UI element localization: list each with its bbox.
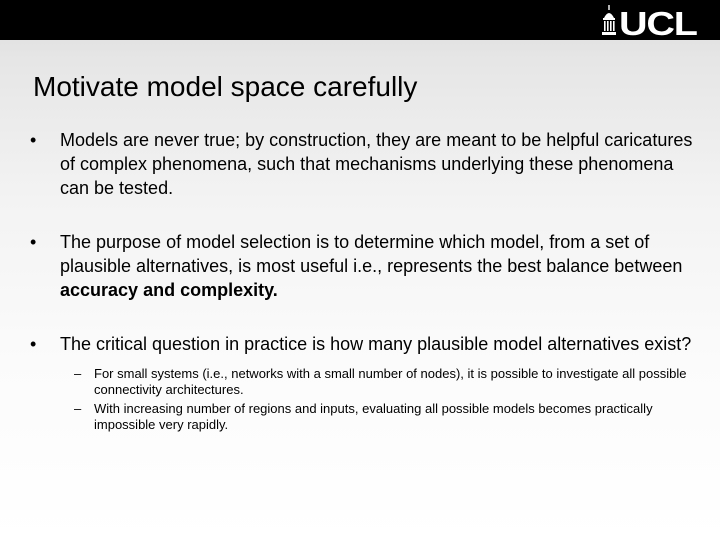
sub-item-text: With increasing number of regions and inputs, evaluating all possible models becomes practically impossible very rapidly. bbox=[94, 401, 653, 432]
ucl-logo bbox=[602, 6, 698, 40]
portico-dome-icon bbox=[602, 5, 616, 35]
bullet-text: Models are never true; by construction, they are meant to be helpful caricatures of complex phenomena, such that mechanisms underlying these phenomena can be tested. bbox=[60, 130, 693, 198]
bullet-marker: • bbox=[30, 232, 37, 252]
sub-marker: – bbox=[74, 366, 82, 381]
sub-list bbox=[62, 366, 705, 433]
bullet-text: The critical question in practice is how many plausible model alternatives exist? bbox=[60, 334, 692, 354]
ucl-logo-text: UCL bbox=[619, 5, 697, 42]
bullet-item bbox=[30, 332, 705, 433]
sub-item-text: For small systems (i.e., networks with a small number of nodes), it is possible to investigate all possible connectivity architectures. bbox=[94, 366, 687, 397]
bullet-item bbox=[30, 128, 705, 200]
bullet-marker: • bbox=[30, 334, 37, 354]
bullet-text: The purpose of model selection is to determine which model, from a set of plausible alternatives, is most useful i.e., represents the best balance between bbox=[60, 232, 683, 276]
bullet-marker: • bbox=[30, 130, 37, 150]
bullet-item bbox=[30, 230, 705, 302]
bullet-list bbox=[30, 128, 705, 463]
sub-item bbox=[62, 401, 705, 433]
bullet-emphasis: accuracy and complexity. bbox=[60, 280, 278, 300]
header-bar bbox=[0, 0, 720, 40]
slide-title: Motivate model space carefully bbox=[33, 71, 418, 102]
sub-item bbox=[62, 366, 705, 398]
sub-marker: – bbox=[74, 401, 82, 416]
